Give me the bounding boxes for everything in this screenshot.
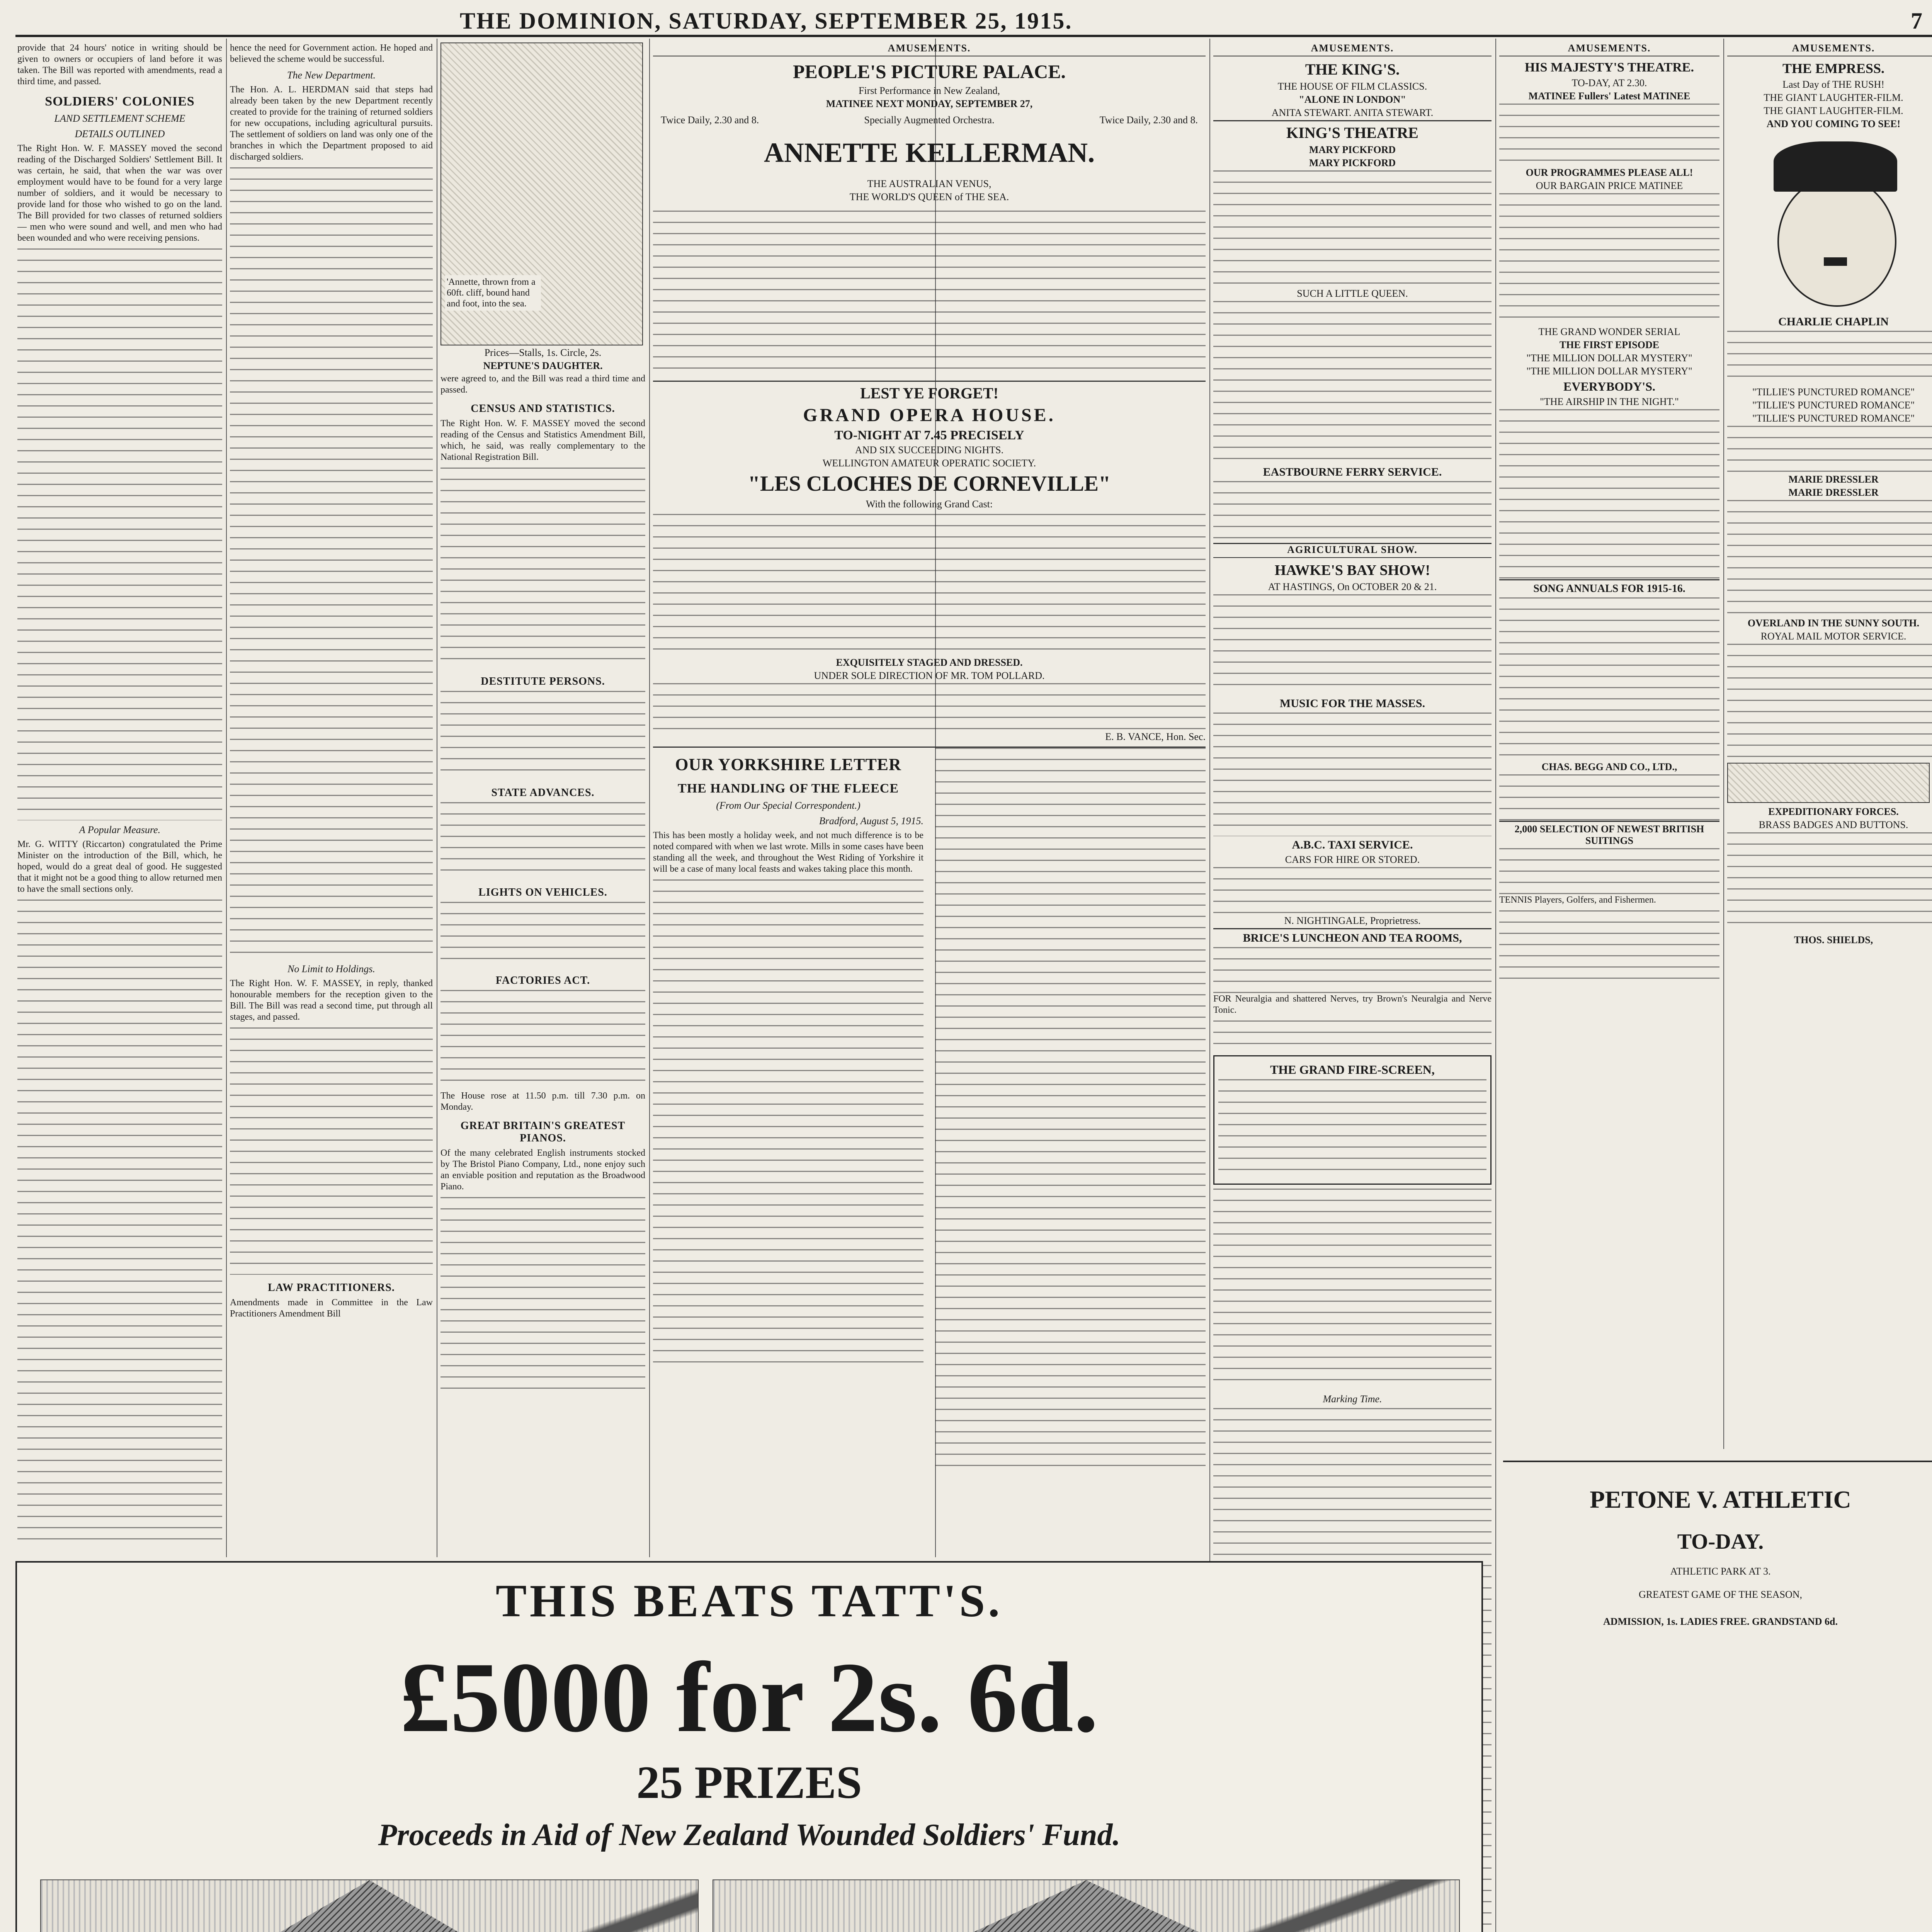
cloches-title: "LES CLOCHES DE CORNEVILLE"	[748, 472, 1111, 496]
article-body-lines	[440, 902, 645, 968]
article-body-lines	[440, 468, 645, 668]
ad-line: UNDER SOLE DIRECTION OF MR. TOM POLLARD.	[814, 670, 1045, 681]
ad-title: TO-DAY.	[1677, 1530, 1764, 1554]
article-headline: THE HANDLING OF THE FLEECE	[678, 781, 899, 796]
ad-line: THOS. SHIELDS,	[1794, 934, 1873, 946]
article-headline: CENSUS AND STATISTICS.	[471, 403, 615, 415]
divider	[1499, 821, 1719, 822]
article-text: Of the many celebrated English instruments stocked by The Bristol Piano Company, Ltd., none enjoy such an enviable position and reputation as the Broadwood Piano.	[440, 1148, 645, 1192]
ad-line: With the following Grand Cast:	[866, 498, 993, 510]
ad-body-lines	[1213, 301, 1492, 463]
column-1	[17, 43, 222, 1549]
ad-line: "TILLIE'S PUNCTURED ROMANCE"	[1752, 413, 1915, 424]
amusements-label: AMUSEMENTS.	[653, 43, 1206, 56]
peoples-palace-title: PEOPLE'S PICTURE PALACE.	[793, 61, 1066, 82]
amusements-label: AMUSEMENTS.	[1499, 43, 1719, 56]
ad-line: THE AUSTRALIAN VENUS,	[867, 178, 992, 189]
article-subhead: A Popular Measure.	[79, 824, 161, 835]
yorkshire-letter	[653, 748, 1206, 1482]
article-subhead: No Limit to Holdings.	[287, 963, 375, 975]
ad-line: "THE MILLION DOLLAR MYSTERY"	[1526, 352, 1692, 364]
ad-body-lines	[1499, 193, 1719, 325]
article-subhead: The New Department.	[287, 70, 376, 81]
ad-line: MARY PICKFORD	[1309, 157, 1396, 168]
article-headline: OUR YORKSHIRE LETTER	[675, 755, 901, 774]
article-text: hence the need for Government action. He hoped and believed the scheme would be successful.	[230, 43, 433, 64]
article-headline: LAW PRACTITIONERS.	[268, 1282, 395, 1294]
divider	[1213, 928, 1492, 929]
ad-title: THE KING'S.	[1305, 61, 1400, 78]
ad-body-lines	[1213, 170, 1492, 286]
page-number: 7	[1911, 8, 1922, 34]
ad-line: THE GIANT LAUGHTER-FILM.	[1764, 92, 1903, 103]
ad-title: CHARLIE CHAPLIN	[1778, 315, 1889, 328]
lottery-proceeds: Proceeds in Aid of New Zealand Wounded Soldiers' Fund.	[378, 1818, 1121, 1852]
fire-screen-ad	[1213, 1055, 1492, 1185]
article-body-lines	[653, 879, 923, 1362]
ad-body-lines	[1727, 426, 1932, 472]
divider	[1499, 579, 1719, 580]
article-subhead: (From Our Special Correspondent.)	[716, 800, 861, 811]
article-body-lines	[440, 691, 645, 780]
grand-opera-house-title: GRAND OPERA HOUSE.	[803, 405, 1056, 425]
ad-title: KING'S THEATRE	[1286, 124, 1418, 141]
column-6	[1499, 43, 1719, 1457]
ad-line: "THE AIRSHIP IN THE NIGHT."	[1540, 396, 1679, 407]
column-4	[653, 43, 1206, 1549]
lottery-amount: £5000 for 2s. 6d.	[400, 1642, 1099, 1753]
ad-line: MARIE DRESSLER	[1788, 487, 1879, 498]
ad-line: "THE MILLION DOLLAR MYSTERY"	[1526, 366, 1692, 377]
ad-line: TO-DAY, AT 2.30.	[1571, 77, 1647, 88]
ad-body-lines	[1727, 832, 1932, 933]
ad-line: 2,000 SELECTION OF NEWEST BRITISH SUITINGS	[1514, 823, 1704, 846]
article-headline: GREAT BRITAIN'S GREATEST PIANOS.	[460, 1120, 626, 1144]
amusements-label: AMUSEMENTS.	[1727, 43, 1932, 56]
ad-line: BRASS BADGES AND BUTTONS.	[1759, 819, 1908, 830]
ad-line: MARY PICKFORD	[1309, 144, 1396, 155]
ad-line: Twice Daily, 2.30 and 8.	[1099, 114, 1198, 126]
column-rule	[226, 39, 227, 1557]
column-7	[1727, 43, 1932, 1457]
article-body-lines	[17, 900, 222, 1549]
article-headline: DESTITUTE PERSONS.	[481, 675, 605, 687]
ad-body-lines	[1499, 409, 1719, 579]
ad-line: EXPEDITIONARY FORCES.	[1768, 806, 1899, 817]
ad-line: AND YOU COMING TO SEE!	[1766, 118, 1901, 129]
ad-line: THE GIANT LAUGHTER-FILM.	[1764, 105, 1903, 116]
ad-body-lines	[1213, 481, 1492, 543]
ad-text: FOR Neuralgia and shattered Nerves, try Brown's Neuralgia and Nerve Tonic.	[1213, 994, 1492, 1015]
ad-row	[661, 113, 1198, 128]
ad-body-lines	[653, 211, 1206, 373]
ad-line: CHAS. BEGG AND CO., LTD.,	[1541, 761, 1677, 772]
annette-cliff-illustration	[440, 43, 643, 345]
second-prize-house-illustration	[713, 1879, 1460, 1932]
ad-line: OUR PROGRAMMES PLEASE ALL!	[1526, 167, 1693, 178]
ad-title: THE EMPRESS.	[1782, 61, 1885, 76]
article-headline: SOLDIERS' COLONIES	[45, 94, 195, 109]
article-text: provide that 24 hours' notice in writing should be given to owners or occupiers of land before it was taken. The Bill was reported with amendments, read a third time, and passed.	[17, 43, 222, 87]
article-body-lines	[440, 990, 645, 1090]
ad-line: "TILLIE'S PUNCTURED ROMANCE"	[1752, 400, 1915, 411]
ad-line: ANITA STEWART. ANITA STEWART.	[1271, 107, 1434, 118]
petone-match-ad	[1503, 1461, 1932, 1932]
ad-line: Twice Daily, 2.30 and 8.	[661, 114, 759, 126]
ad-line: GREATEST GAME OF THE SEASON,	[1638, 1589, 1803, 1600]
ad-line: WELLINGTON AMATEUR OPERATIC SOCIETY.	[822, 457, 1036, 469]
article-headline: STATE ADVANCES.	[491, 787, 595, 799]
art-union-lottery-ad	[15, 1561, 1483, 1932]
amusements-label: AMUSEMENTS.	[1213, 43, 1492, 56]
masthead	[15, 8, 1932, 37]
chaplin-face	[1777, 176, 1896, 307]
ad-line: THE FIRST EPISODE	[1559, 339, 1660, 350]
yorkshire-col-a	[653, 748, 923, 1482]
column-2	[230, 43, 433, 1549]
ad-line: AND SIX SUCCEEDING NIGHTS.	[855, 444, 1004, 456]
ad-line: First Performance in New Zealand,	[858, 85, 1000, 96]
chaplin-caricature	[1727, 134, 1932, 311]
article-body-lines	[17, 248, 222, 820]
article-body-lines	[440, 802, 645, 879]
ad-title: EVERYBODY'S.	[1563, 379, 1656, 393]
ad-line: MARIE DRESSLER	[1788, 474, 1879, 485]
ad-line: MATINEE Fullers' Latest MATINEE	[1528, 90, 1690, 102]
ad-line: OUR BARGAIN PRICE MATINEE	[1536, 180, 1683, 191]
article-text: were agreed to, and the Bill was read a third time and passed.	[440, 374, 645, 395]
ad-title: EASTBOURNE FERRY SERVICE.	[1263, 466, 1442, 478]
divider	[1213, 120, 1492, 121]
ad-body-lines	[1499, 774, 1719, 821]
article-text: The Right Hon. W. F. MASSEY moved the second reading of the Census and Statistics Amendment Bill, which, he said, was really complementary to the National Registration Bill.	[440, 418, 645, 462]
ad-line: EXQUISITELY STAGED AND DRESSED.	[836, 657, 1023, 668]
ad-line: THE GRAND WONDER SERIAL	[1538, 326, 1680, 337]
ad-body-lines	[1727, 331, 1932, 385]
ad-body-lines	[1213, 1020, 1492, 1051]
article-text: The Right Hon. W. F. MASSEY, in reply, thanked honourable members for the reception given to the Bill. The Bill was read a second time, put through all stages, and passed.	[230, 978, 433, 1022]
ad-line: THE HOUSE OF FILM CLASSICS.	[1277, 81, 1427, 92]
article-subhead: LAND SETTLEMENT SCHEME	[54, 113, 185, 124]
article-text: The Hon. A. L. HERDMAN said that steps had already been taken by the new Department recently created to provide for the training of returned soldiers for new occupations, including agricultural pursuits. The settlement of soldiers on land was only one of the branches in which the Department proposed to aid discharged soldiers.	[230, 85, 433, 162]
ad-body-lines	[1499, 597, 1719, 760]
column-rule	[1723, 39, 1724, 1449]
cast-list-lines	[653, 514, 1206, 653]
ad-title: HAWKE'S BAY SHOW!	[1274, 562, 1430, 578]
article-subhead: DETAILS OUTLINED	[75, 128, 165, 139]
article-text: The House rose at 11.50 p.m. till 7.30 p.m. on Monday.	[440, 1091, 645, 1112]
ad-line: THE WORLD'S QUEEN of THE SEA.	[849, 191, 1009, 202]
ad-line: OVERLAND IN THE SUNNY SOUTH.	[1747, 617, 1920, 629]
article-text: This has been mostly a holiday week, and not much difference is to be noted compared with when we last wrote. Mills in some cases have been standing all the week, and throughout the West Riding of Yorkshire it will be a case of many local feasts and wakes taking place this month.	[653, 830, 923, 874]
first-prize-house-illustration	[40, 1879, 699, 1932]
article-subhead: Marking Time.	[1323, 1393, 1382, 1405]
ad-body-lines	[1213, 947, 1492, 993]
illustration-caption: 'Annette, thrown from a 60ft. cliff, bound hand and foot, into the sea.	[445, 275, 541, 311]
ad-body-lines	[653, 683, 1206, 730]
ad-line: CARS FOR HIRE OR STORED.	[1285, 854, 1420, 865]
article-dateline: Bradford, August 5, 1915.	[819, 815, 923, 827]
ad-line: Last Day of THE RUSH!	[1782, 79, 1884, 90]
section-label: AGRICULTURAL SHOW.	[1213, 544, 1492, 558]
column-rule	[649, 39, 650, 1557]
ad-title: LEST YE FORGET!	[860, 384, 998, 402]
divider	[1213, 543, 1492, 544]
ad-title: HIS MAJESTY'S THEATRE.	[1524, 60, 1694, 75]
ad-body-lines	[1499, 104, 1719, 165]
ad-body-lines	[1213, 867, 1492, 913]
ad-line: SUCH A LITTLE QUEEN.	[1297, 288, 1408, 299]
ad-body-lines	[1499, 910, 1719, 988]
ad-line: Specially Augmented Orchestra.	[864, 114, 995, 126]
lottery-headline: THIS BEATS TATT'S.	[495, 1575, 1003, 1626]
ad-body-lines	[1727, 644, 1932, 760]
ad-text: TENNIS Players, Golfers, and Fishermen.	[1499, 895, 1656, 905]
ad-title: SONG ANNUALS FOR 1915-16.	[1533, 583, 1685, 595]
badge-illustration	[1727, 763, 1930, 803]
article-body-lines	[230, 1027, 433, 1275]
divider	[653, 381, 1206, 382]
article-headline: LIGHTS ON VEHICLES.	[478, 886, 607, 898]
lottery-prizes-count: 25 PRIZES	[636, 1757, 862, 1808]
bowler-hat-icon	[1774, 141, 1897, 192]
column-rule	[1495, 39, 1496, 1932]
ad-title: THE GRAND FIRE-SCREEN,	[1270, 1063, 1435, 1077]
article-headline: FACTORIES ACT.	[495, 975, 590, 986]
ad-line: ADMISSION, 1s. LADIES FREE. GRANDSTAND 6d.	[1603, 1616, 1838, 1627]
ad-body-lines	[1218, 1079, 1486, 1180]
ad-line: "ALONE IN LONDON"	[1299, 94, 1406, 105]
article-body-lines	[230, 167, 433, 959]
ad-line: TO-NIGHT AT 7.45 PRECISELY	[834, 428, 1024, 442]
article-body-lines	[1213, 1189, 1492, 1389]
newspaper-title: THE DOMINION, SATURDAY, SEPTEMBER 25, 1915.	[460, 8, 1073, 34]
annette-kellerman-title: ANNETTE KELLERMAN.	[764, 137, 1095, 168]
article-text: Mr. G. WITTY (Riccarton) congratulated the Prime Minister on the introduction of the Bill, which, he hoped, would do a great deal of good. He suggested that it might not be a good thing to allow returned men to have the small sections only.	[17, 839, 222, 894]
moustache-icon	[1824, 257, 1847, 266]
ad-body-lines	[1213, 594, 1492, 695]
ad-title: A.B.C. TAXI SERVICE.	[1292, 838, 1413, 851]
ad-body-lines	[1499, 848, 1719, 895]
ad-line: N. NIGHTINGALE, Proprietress.	[1284, 915, 1421, 926]
ad-title: PETONE V. ATHLETIC	[1590, 1486, 1851, 1513]
ad-line: ROYAL MAIL MOTOR SERVICE.	[1760, 631, 1906, 642]
ad-line: MATINEE NEXT MONDAY, SEPTEMBER 27,	[826, 98, 1033, 109]
article-text: Amendments made in Committee in the Law Practitioners Amendment Bill	[230, 1298, 433, 1319]
ad-title: BRICE'S LUNCHEON AND TEA ROOMS,	[1243, 932, 1462, 944]
ad-body-lines	[1213, 713, 1492, 836]
yorkshire-col-b	[935, 748, 1206, 1482]
ad-prices: Prices—Stalls, 1s. Circle, 2s.	[484, 347, 602, 358]
column-3	[440, 43, 645, 1549]
ad-line: ATHLETIC PARK AT 3.	[1670, 1566, 1771, 1577]
ad-line: AT HASTINGS, On OCTOBER 20 & 21.	[1268, 581, 1437, 592]
ad-title: MUSIC FOR THE MASSES.	[1279, 697, 1425, 710]
ad-line: "TILLIE'S PUNCTURED ROMANCE"	[1752, 386, 1915, 398]
ad-signature: E. B. VANCE, Hon. Sec.	[1105, 731, 1206, 742]
ad-title: NEPTUNE'S DAUGHTER.	[483, 360, 603, 371]
article-body-lines	[440, 1197, 645, 1390]
article-text: The Right Hon. W. F. MASSEY moved the second reading of the Discharged Soldiers' Settlement Bill. It was certain, he said, that when the war was over employment would have to be found for a very large number of soldiers, and it would be necessary to provide land for those who wished to go on the land. The Bill provided for two classes of returned soldiers — men who were sound and well, and men who had been wounded and who were receiving pensions.	[17, 143, 222, 243]
ad-body-lines	[1727, 500, 1932, 616]
article-body-lines	[935, 748, 1206, 1474]
